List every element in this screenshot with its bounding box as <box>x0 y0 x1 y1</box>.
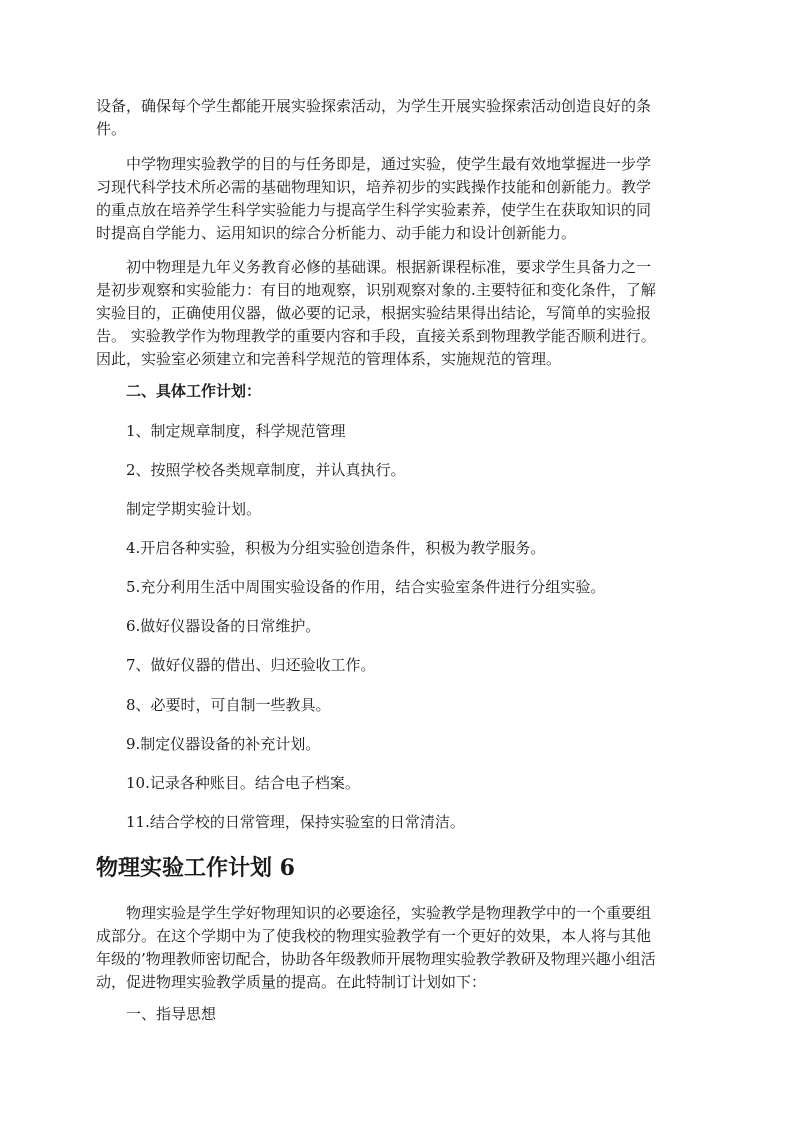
text-line: 时提高自学能力、运用知识的综合分析能力、动手能力和设计创新能力。 <box>96 224 577 242</box>
text-line: 年级的’物理教师密切配合，协助各年级教师开展物理实验教学教研及物理兴趣小组活 <box>96 950 656 968</box>
list-item: 2、按照学校各类规章制度，并认真执行。 <box>96 461 406 479</box>
text-line: 的重点放在培养学生科学实验能力与提高学生科学实验素养，使学生在获取知识的同 <box>96 201 652 219</box>
text-line: 动，促进物理实验教学质量的提高。在此特制订计划如下： <box>96 973 487 991</box>
list-item: 7、做好仪器的借出、归还验收工作。 <box>96 656 376 674</box>
paragraph-intro-continuation <box>96 95 696 141</box>
section-heading-guiding-idea: 一、指导思想 <box>96 1005 217 1023</box>
list-item: 4.开启各种实验，积极为分组实验创造条件，积极为教学服务。 <box>96 539 546 557</box>
list-item: 6.做好仪器设备的日常维护。 <box>96 617 321 635</box>
list-item: 11.结合学校的日常管理，保持实验室的日常清洁。 <box>96 813 465 831</box>
text-line: 成部分。在这个学期中为了使我校的物理实验教学有一个更好的效果，本人将与其他 <box>96 927 652 945</box>
text-line: 习现代科学技术所必需的基础物理知识，培养初步的实践操作技能和创新能力。教学 <box>96 178 652 196</box>
page-title-plan-6: 物理实验工作计划 6 <box>96 855 295 881</box>
list-item: 8、必要时，可自制一些教具。 <box>96 696 331 714</box>
list-item: 5.充分利用生活中周围实验设备的作用，结合实验室条件进行分组实验。 <box>96 578 606 596</box>
text-line: 中学物理实验教学的目的与任务即是，通过实验，使学生最有效地掌握进一步学 <box>96 155 652 173</box>
text-line: 初中物理是九年义务教育必修的基础课。根据新课程标准，要求学生具备力之一 <box>96 258 652 276</box>
list-item: 1、制定规章制度，科学规范管理 <box>96 422 346 440</box>
list-item: 制定学期实验计划。 <box>96 500 262 518</box>
paragraph-junior-physics <box>96 256 696 371</box>
text-line: 是初步观察和实验能力：有目的地观察，识别观察对象的.主要特征和变化条件，了解 <box>96 281 656 299</box>
section-heading-work-plan: 二、具体工作计划： <box>96 382 262 400</box>
list-item: 9.制定仪器设备的补充计划。 <box>96 735 321 753</box>
text-line: 实验目的，正确使用仪器，做必要的记录，根据实验结果得出结论，写简单的实验报 <box>96 304 652 322</box>
text-line: 因此，实验室必须建立和完善科学规范的管理体系，实施规范的管理。 <box>96 350 562 368</box>
text-line: 设备，确保每个学生都能开展实验探索活动，为学生开展实验探索活动创造良好的条 <box>96 97 652 115</box>
text-line: 物理实验是学生学好物理知识的必要途径，实验教学是物理教学中的一个重要组 <box>96 904 652 922</box>
paragraph-teaching-goals <box>96 153 696 245</box>
text-line: 告。 实验教学作为物理教学的重要内容和手段，直接关系到物理教学能否顺利进行。 <box>96 327 656 345</box>
paragraph-plan-6-intro <box>96 902 696 994</box>
list-item: 10.记录各种账目。结合电子档案。 <box>96 774 360 792</box>
text-line: 件。 <box>96 120 127 138</box>
